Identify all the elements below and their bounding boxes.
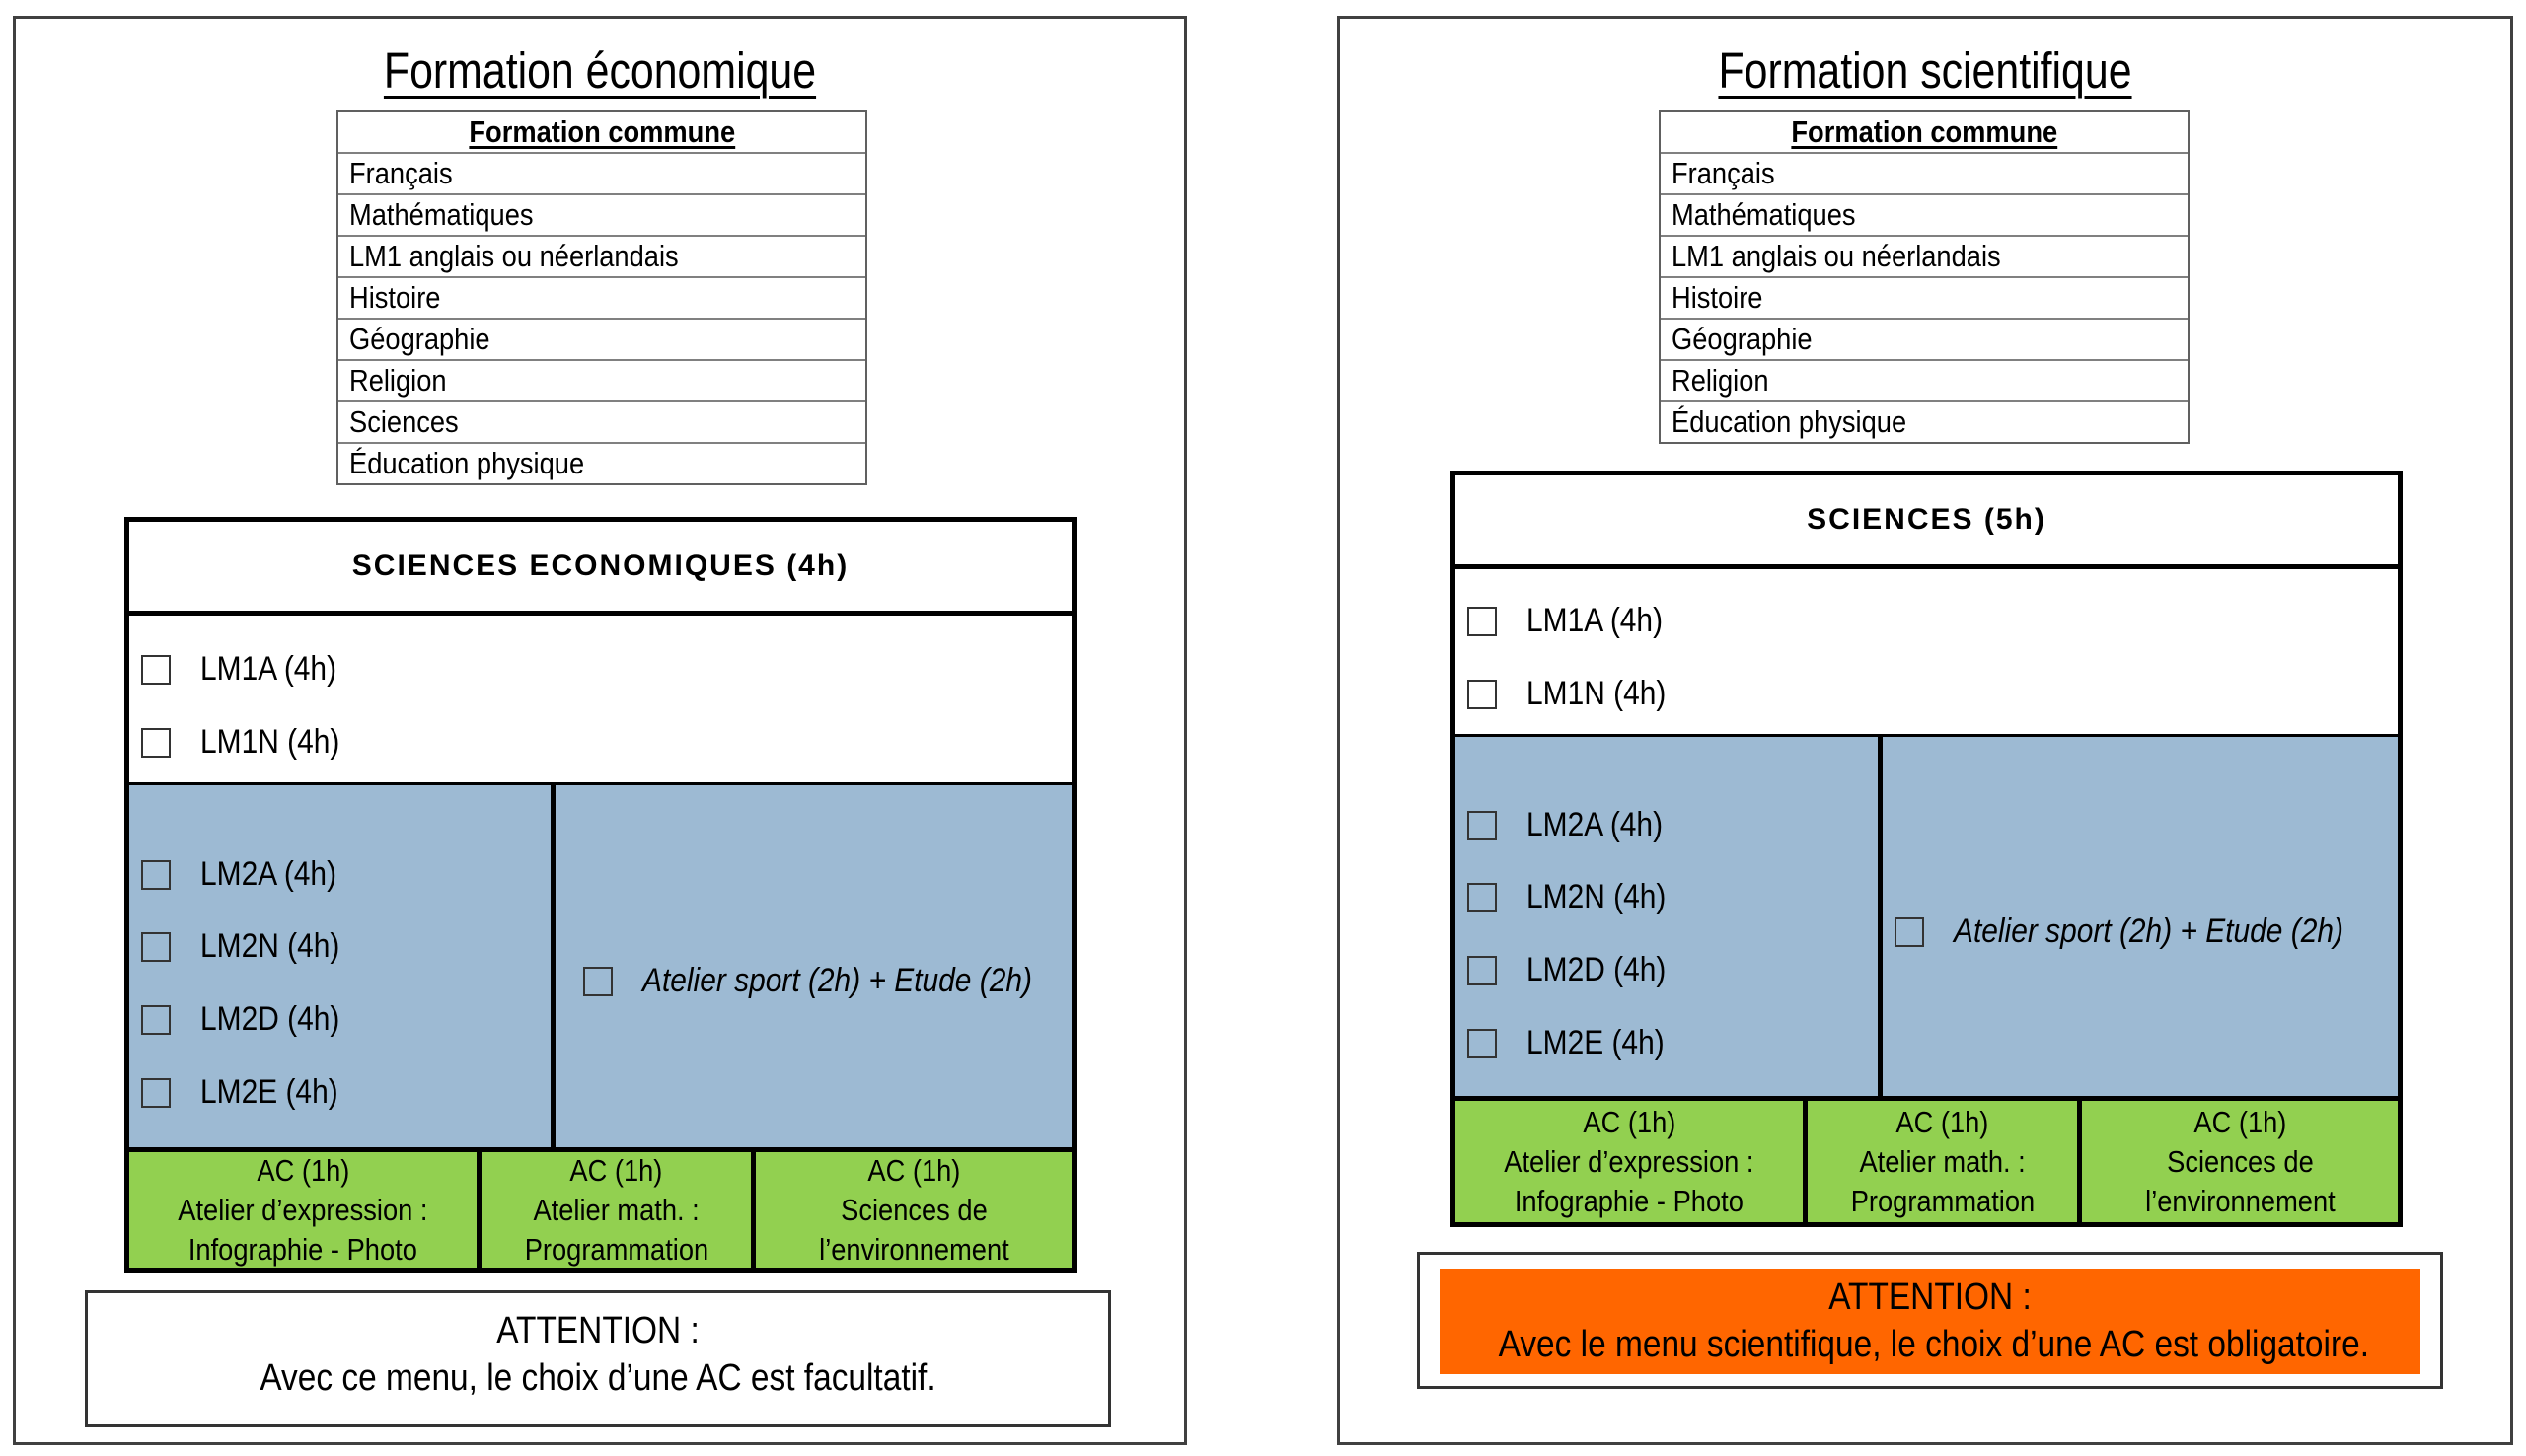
option-lm2e[interactable]: LM2E (4h)	[141, 1073, 357, 1112]
divider	[551, 782, 556, 1147]
subject-row: Éducation physique	[349, 446, 585, 480]
subject-row: LM1 anglais ou néerlandais	[338, 237, 865, 278]
menu-sciences	[1450, 471, 2403, 1227]
checkbox[interactable]	[583, 967, 613, 996]
checkbox[interactable]	[1467, 811, 1497, 840]
ac-row	[1455, 1096, 2398, 1222]
checkbox[interactable]	[141, 655, 171, 685]
menu-title: SCIENCES ECONOMIQUES (4h)	[129, 522, 1072, 616]
option-lm1a[interactable]: LM1A (4h)	[1467, 602, 1681, 640]
checkbox[interactable]	[1467, 1029, 1497, 1058]
checkbox[interactable]	[141, 1005, 171, 1035]
subject-row: Éducation physique	[1672, 404, 1907, 439]
subject-row: LM1 anglais ou néerlandais	[1661, 237, 2188, 278]
checkbox[interactable]	[141, 860, 171, 890]
option-lm2e[interactable]: LM2E (4h)	[1467, 1024, 1683, 1062]
option-lm2d[interactable]: LM2D (4h)	[141, 1000, 359, 1039]
option-atelier-sport[interactable]: Atelier sport (2h) + Etude (2h)	[583, 962, 1085, 1000]
option-lm2a[interactable]: LM2A (4h)	[1467, 806, 1681, 844]
attention-box	[85, 1290, 1111, 1427]
subject-row: Mathématiques	[1661, 195, 2188, 237]
option-lm1n[interactable]: LM1N (4h)	[1467, 675, 1685, 713]
option-lm1n[interactable]: LM1N (4h)	[141, 723, 359, 762]
option-lm2a[interactable]: LM2A (4h)	[141, 855, 355, 894]
panel-formation-scientifique	[1337, 16, 2513, 1445]
checkbox[interactable]	[141, 728, 171, 758]
checkbox[interactable]	[1467, 680, 1497, 709]
option-atelier-sport[interactable]: Atelier sport (2h) + Etude (2h)	[1894, 912, 2397, 951]
formation-commune-header: Formation commune	[338, 112, 865, 154]
formation-commune-table	[1659, 110, 2190, 444]
ac-programmation[interactable]: AC (1h) Atelier math. : Programmation	[482, 1152, 756, 1268]
subject-row: Religion	[1661, 361, 2188, 402]
attention-box	[1417, 1252, 2443, 1389]
ac-environnement[interactable]: AC (1h) Sciences de l’environnement	[756, 1152, 1072, 1268]
menu-title: SCIENCES (5h)	[1455, 475, 2398, 569]
checkbox[interactable]	[141, 1078, 171, 1108]
ac-row	[129, 1147, 1072, 1268]
option-lm2n[interactable]: LM2N (4h)	[1467, 878, 1685, 916]
subject-row: Géographie	[1661, 320, 2188, 361]
checkbox[interactable]	[141, 932, 171, 962]
divider	[1878, 734, 1883, 1096]
option-lm2d[interactable]: LM2D (4h)	[1467, 951, 1685, 989]
subject-row: Géographie	[338, 320, 865, 361]
checkbox[interactable]	[1467, 956, 1497, 985]
subject-row: Histoire	[1661, 278, 2188, 320]
page-title: Formation scientifique	[1718, 42, 2132, 99]
checkbox[interactable]	[1467, 883, 1497, 912]
ac-infographie[interactable]: AC (1h) Atelier d’expression : Infographie - Photo	[129, 1152, 482, 1268]
subject-row: Français	[338, 154, 865, 195]
attention-text: ATTENTION : Avec le menu scientifique, le choix d’une AC est obligatoire.	[1440, 1269, 2420, 1374]
panel-formation-economique	[13, 16, 1187, 1445]
ac-environnement[interactable]: AC (1h) Sciences de l’environnement	[2082, 1101, 2398, 1222]
subject-row: Mathématiques	[338, 195, 865, 237]
formation-commune-header: Formation commune	[1661, 112, 2188, 154]
page-title: Formation économique	[383, 42, 817, 99]
subject-row: Français	[1661, 154, 2188, 195]
ac-programmation[interactable]: AC (1h) Atelier math. : Programmation	[1808, 1101, 2082, 1222]
checkbox[interactable]	[1467, 607, 1497, 636]
subject-row: Sciences	[338, 402, 865, 444]
option-lm2n[interactable]: LM2N (4h)	[141, 927, 359, 966]
subject-row: Histoire	[338, 278, 865, 320]
ac-infographie[interactable]: AC (1h) Atelier d’expression : Infographie - Photo	[1455, 1101, 1808, 1222]
formation-commune-table	[336, 110, 867, 485]
menu-sciences-economiques	[124, 517, 1077, 1273]
subject-row: Religion	[338, 361, 865, 402]
attention-text: ATTENTION : Avec ce menu, le choix d’une AC est facultatif.	[260, 1310, 936, 1399]
option-lm1a[interactable]: LM1A (4h)	[141, 650, 355, 689]
checkbox[interactable]	[1894, 917, 1924, 947]
